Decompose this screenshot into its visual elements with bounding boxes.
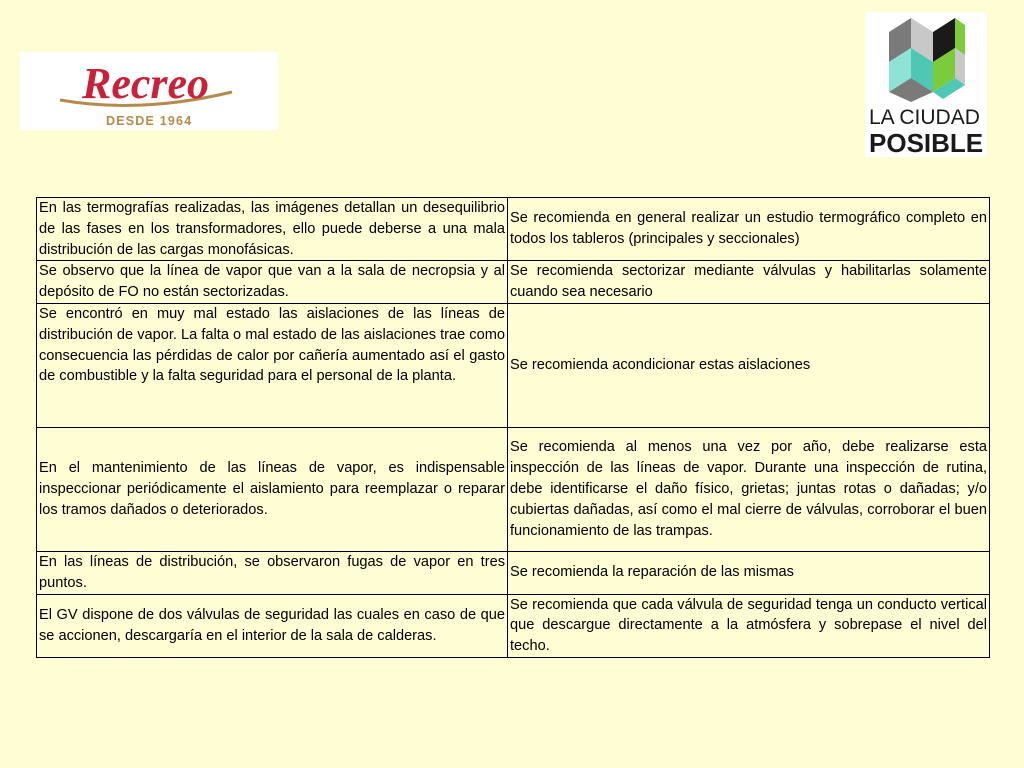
recommendation-cell: Se recomienda que cada válvula de seguridad tenga un conducto vertical que descargue directamente a la atmósfera y sobrepase el nivel del techo.	[508, 594, 990, 657]
recommendation-cell: Se recomienda sectorizar mediante válvulas y habilitarlas solamente cuando sea necesario	[508, 261, 990, 304]
table-row	[37, 594, 990, 657]
table-row	[37, 303, 990, 427]
recreo-logo	[20, 52, 278, 130]
recreo-logo-tagline: DESDE 1964	[106, 114, 193, 128]
table-row	[37, 198, 990, 261]
findings-table-container	[36, 197, 989, 658]
observation-cell: En el mantenimiento de las líneas de vapor, es indispensable inspeccionar periódicamente el aislamiento para reemplazar o reparar los tramos dañados o deteriorados.	[37, 427, 508, 551]
la-ciudad-posible-logo	[865, 12, 987, 157]
table-row	[37, 261, 990, 304]
observation-cell: Se encontró en muy mal estado las aislaciones de las líneas de distribución de vapor. La falta o mal estado de las aislaciones trae como consecuencia las pérdidas de calor por cañería aumentado así el gasto de combustible y la falta seguridad para el personal de la planta.	[37, 303, 508, 427]
observation-cell: En las líneas de distribución, se observaron fugas de vapor en tres puntos.	[37, 551, 508, 594]
table-row	[37, 551, 990, 594]
recreo-logo-graphic	[20, 52, 278, 130]
recommendation-cell: Se recomienda la reparación de las mismas	[508, 551, 990, 594]
observation-cell: Se observo que la línea de vapor que van a la sala de necropsia y al depósito de FO no están sectorizadas.	[37, 261, 508, 304]
table-row	[37, 427, 990, 551]
observation-cell: En las termografías realizadas, las imágenes detallan un desequilibrio de las fases en los transformadores, ello puede deberse a una mala distribución de las cargas monofásicas.	[37, 198, 508, 261]
findings-table	[36, 197, 990, 658]
recommendation-cell: Se recomienda acondicionar estas aislaciones	[508, 303, 990, 427]
observation-cell: El GV dispone de dos válvulas de seguridad las cuales en caso de que se accionen, descargaría en el interior de la sala de calderas.	[37, 594, 508, 657]
ciudad-logo-line2: POSIBLE	[869, 128, 984, 157]
recommendation-cell: Se recomienda al menos una vez por año, debe realizarse esta inspección de las líneas de vapor. Durante una inspección de rutina, debe identificarse el daño físico, grietas; juntas rotas o dañadas; y/o cubiertas dañadas, así como el mal cierre de válvulas, corroborar el buen funcionamiento de las trampas.	[508, 427, 990, 551]
la-ciudad-posible-logo-graphic	[865, 12, 987, 157]
cube-pattern-icon	[889, 18, 965, 102]
ciudad-logo-line1: LA CIUDAD	[869, 106, 980, 129]
recommendation-cell: Se recomienda en general realizar un estudio termográfico completo en todos los tableros (principales y seccionales)	[508, 198, 990, 261]
recreo-logo-word: Recreo	[82, 59, 210, 108]
